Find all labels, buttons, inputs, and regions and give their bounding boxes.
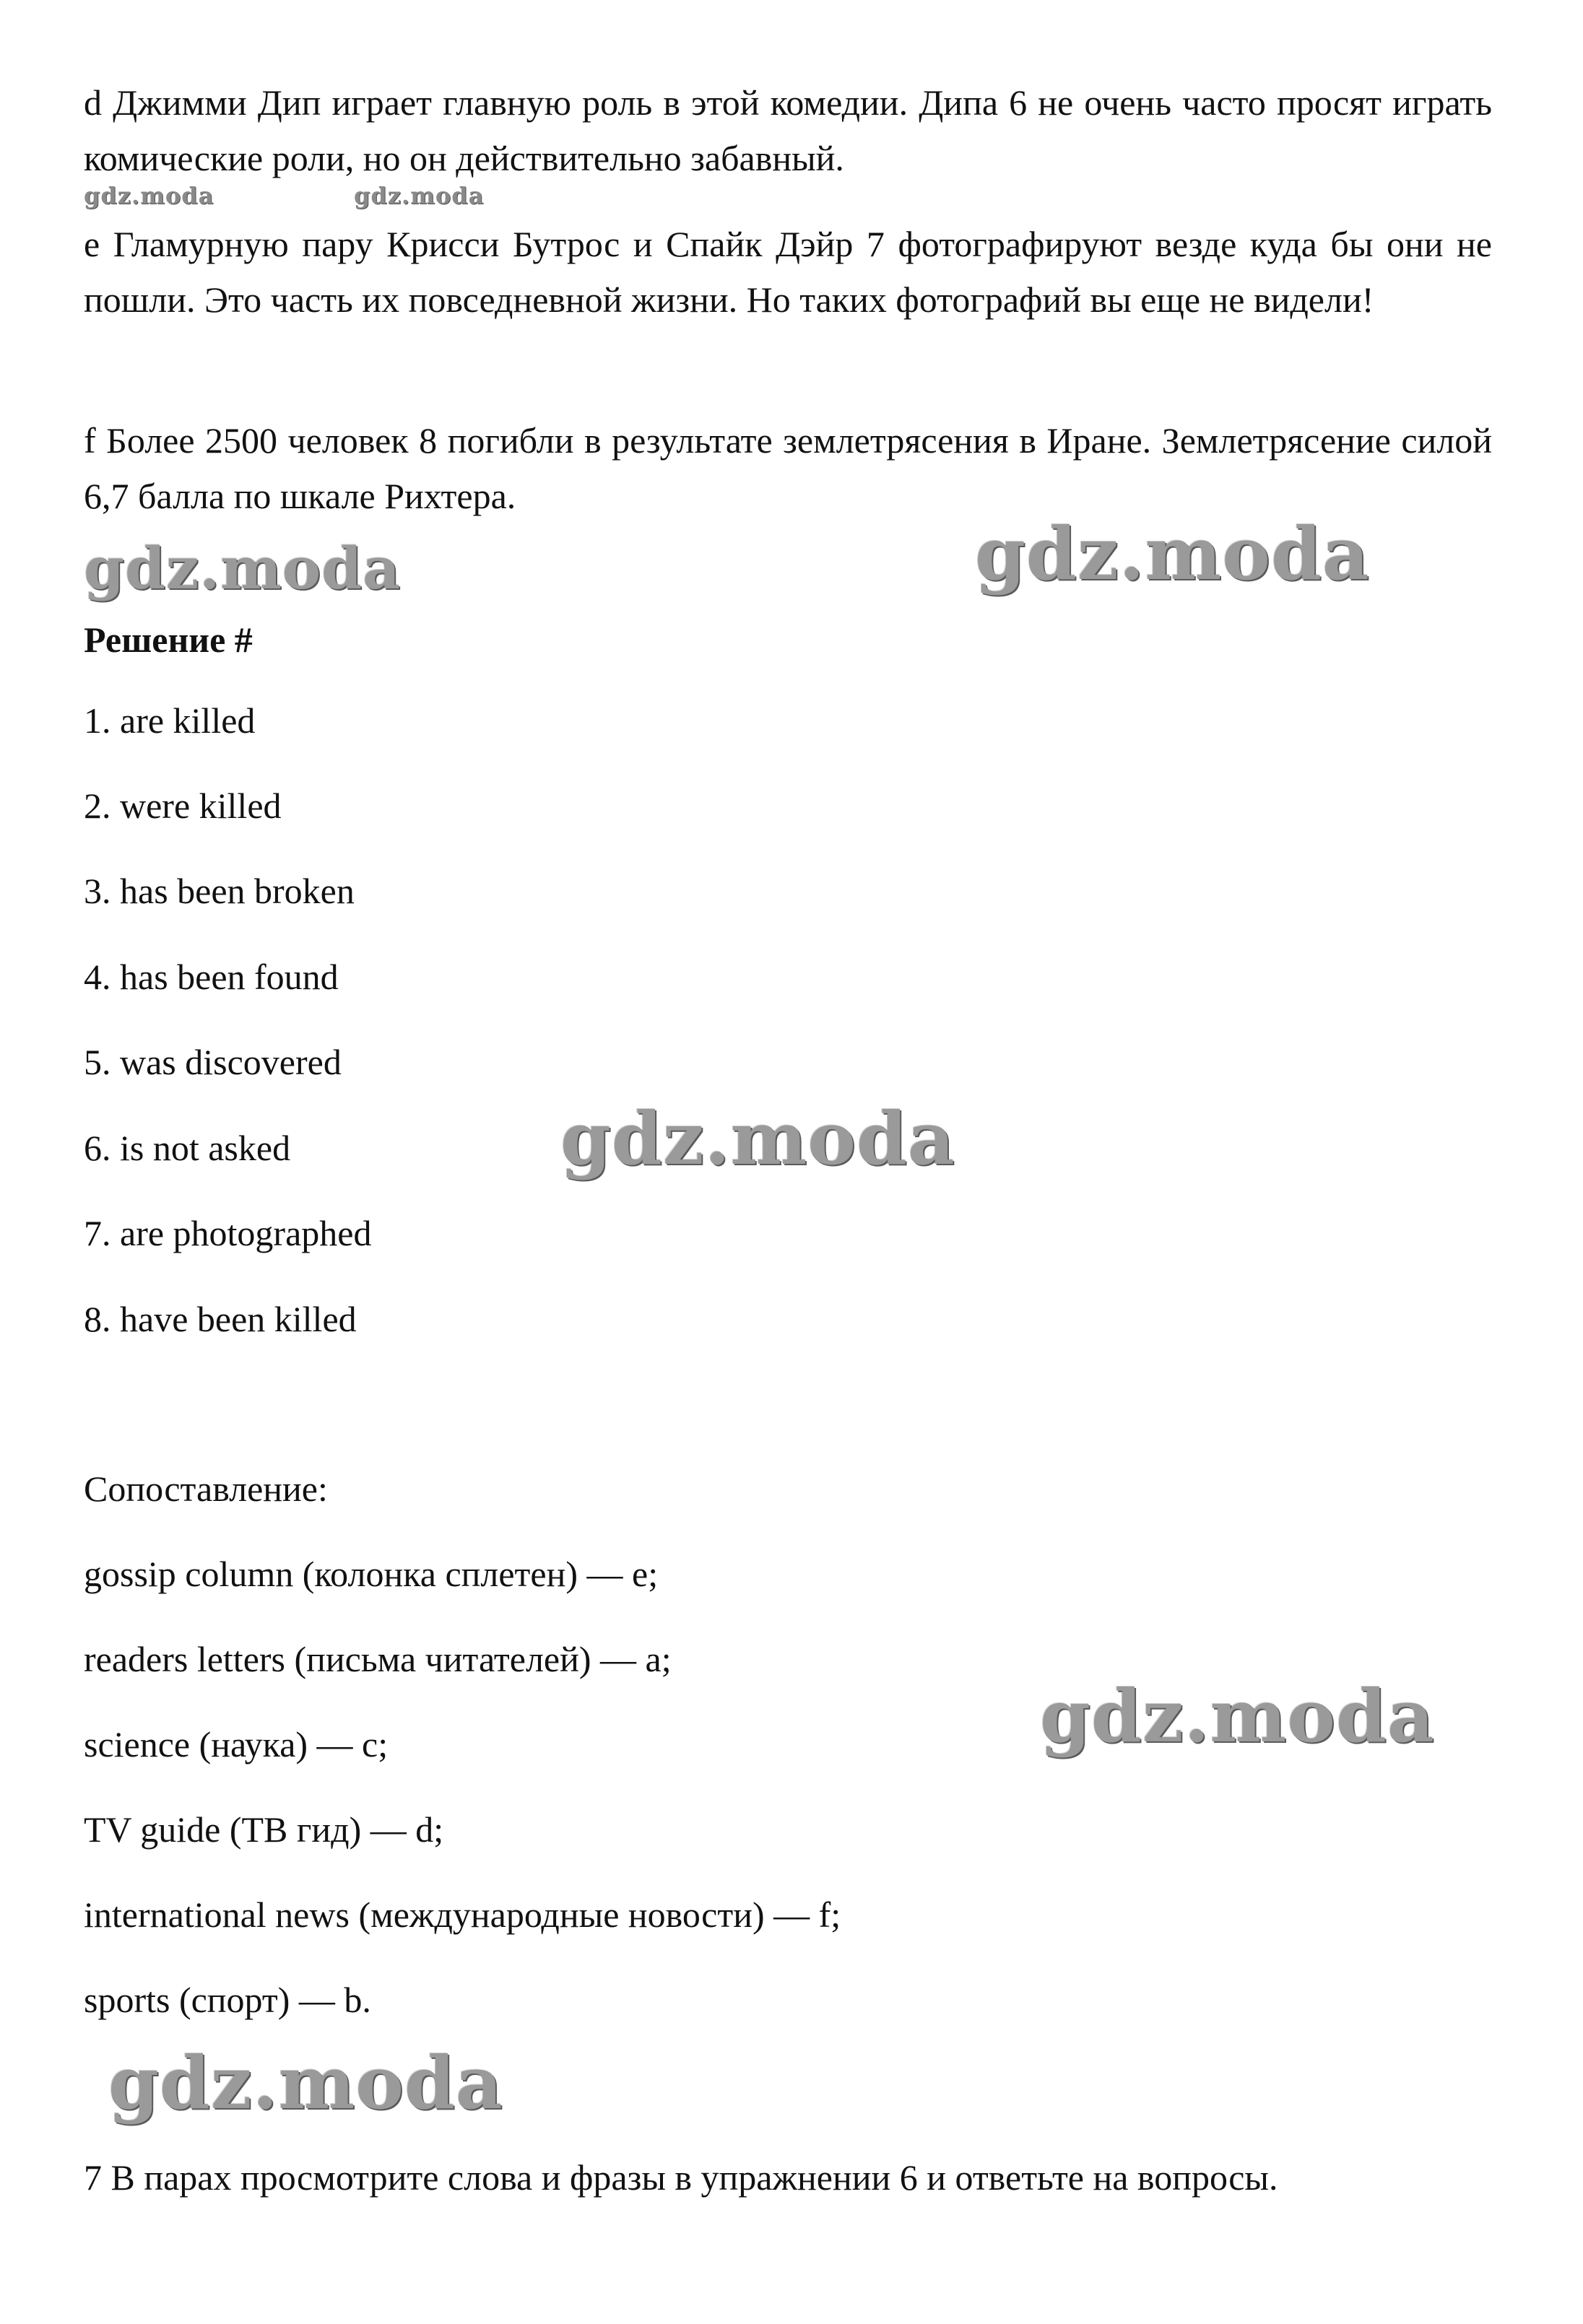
watermark-7: gdz.moda — [108, 2040, 503, 2125]
answer-5: 5. was discovered — [84, 1042, 342, 1082]
watermark-6: gdz.moda — [1040, 1674, 1435, 1759]
watermark-5: gdz.moda — [560, 1096, 955, 1181]
watermark-small-2: gdz.moda — [354, 182, 485, 209]
exercise-7-instruction: 7 В парах просмотрите слова и фразы в упражнении 6 и ответьте на вопросы. — [84, 2157, 1278, 2198]
answer-3: 3. has been broken — [84, 871, 355, 911]
matching-item-3: science (наука) — c; — [84, 1724, 389, 1764]
answer-1: 1. are killed — [84, 700, 256, 741]
matching-item-6: sports (спорт) — b. — [84, 1980, 371, 2020]
answer-7: 7. are photographed — [84, 1213, 372, 1253]
matching-item-4: TV guide (ТВ гид) — d; — [84, 1809, 444, 1850]
answer-2: 2. were killed — [84, 785, 282, 826]
matching-item-2: readers letters (письма читателей) — a; — [84, 1639, 672, 1679]
matching-item-5: international news (международные новости) — f; — [84, 1894, 841, 1935]
matching-item-1: gossip column (колонка сплетен) — e; — [84, 1554, 659, 1594]
matching-heading: Сопоставление: — [84, 1468, 328, 1509]
answer-6: 6. is not asked — [84, 1128, 291, 1168]
paragraph-d: d Джимми Дип играет главную роль в этой комедии. Дипа 6 не очень часто просят играть комические роли, но он действительно забавный. — [84, 82, 1492, 178]
solution-heading: Решение # — [84, 619, 253, 660]
watermark-3: gdz.moda — [84, 534, 401, 602]
watermark-small-1: gdz.moda — [84, 182, 214, 209]
paragraph-f: f Более 2500 человек 8 погибли в результате землетрясения в Иране. Землетрясение силой 6,7 балла по шкале Рихтера. — [84, 420, 1492, 516]
answer-8: 8. have been killed — [84, 1299, 357, 1339]
paragraph-e: e Гламурную пару Крисси Бутрос и Спайк Дэйр 7 фотографируют везде куда бы они не пошли. Это часть их повседневной жизни. Но таких фотографий вы еще не видели! — [84, 224, 1492, 320]
watermark-4: gdz.moda — [975, 511, 1370, 596]
answer-4: 4. has been found — [84, 957, 339, 997]
